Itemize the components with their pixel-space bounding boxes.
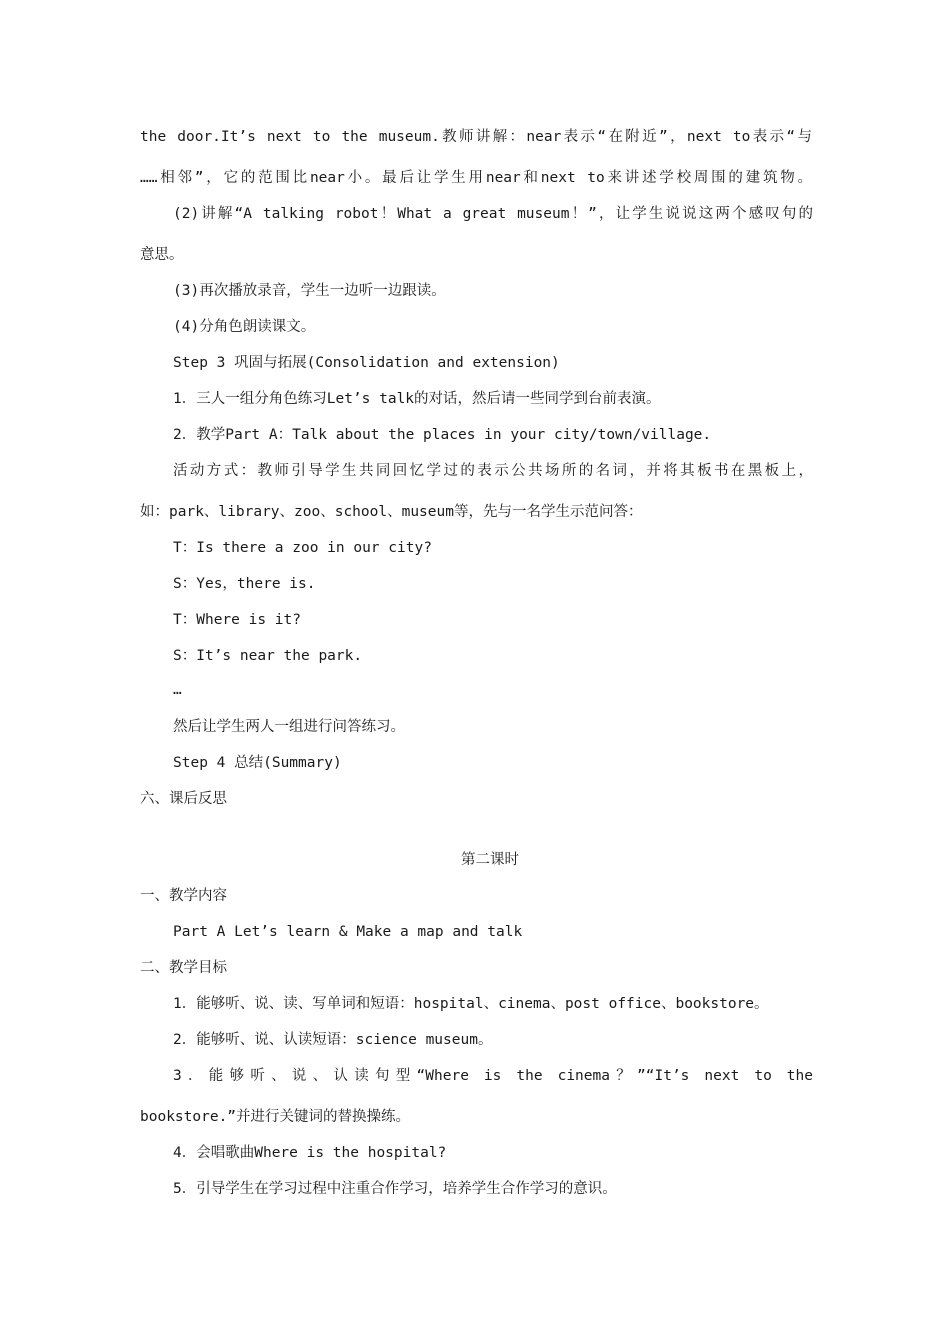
- paragraph-line: 意思。: [140, 247, 184, 263]
- paragraph-line: Part A Let’s learn & Make a map and talk: [173, 924, 523, 940]
- paragraph-line: ……相邻”，它的范围比near小。最后让学生用near和next to来讲述学校周围的建筑物。: [140, 170, 812, 186]
- list-item: 4．会唱歌曲Where is the hospital?: [173, 1145, 447, 1161]
- paragraph-line: 如：park、library、zoo、school、museum等，先与一名学生示范问答：: [140, 504, 643, 520]
- paragraph-line: 2．教学Part A：Talk about the places in your city/town/village.: [173, 427, 712, 443]
- step-heading: Step 4 总结(Summary): [173, 755, 342, 771]
- paragraph-line: 1．三人一组分角色练习Let’s talk的对话，然后请一些同学到台前表演。: [173, 391, 661, 407]
- list-item: 5．引导学生在学习过程中注重合作学习，培养学生合作学习的意识。: [173, 1181, 617, 1197]
- section-heading: 二、教学目标: [140, 960, 227, 976]
- paragraph-line: 活动方式：教师引导学生共同回忆学过的表示公共场所的名词，并将其板书在黑板上，: [173, 463, 813, 479]
- section-heading: 六、课后反思: [140, 791, 227, 807]
- list-item: 2．能够听、说、认读短语：science museum。: [173, 1032, 493, 1048]
- paragraph-line: (4)分角色朗读课文。: [173, 319, 316, 335]
- dialogue-line: S：It’s near the park.: [173, 648, 363, 664]
- ellipsis-line: …: [173, 682, 182, 698]
- list-item: 1．能够听、说、读、写单词和短语：hospital、cinema、post office、bookstore。: [173, 996, 769, 1012]
- paragraph-line: (2)讲解“A talking robot！What a great museum！”，让学生说说这两个感叹句的: [173, 206, 813, 222]
- paragraph-line: 然后让学生两人一组进行问答练习。: [173, 719, 405, 735]
- list-item-continuation: bookstore.”并进行关键词的替换操练。: [140, 1109, 411, 1125]
- paragraph-line: (3)再次播放录音，学生一边听一边跟读。: [173, 283, 446, 299]
- dialogue-line: T：Where is it?: [173, 612, 301, 628]
- dialogue-line: S：Yes，there is.: [173, 576, 316, 592]
- section-heading: 一、教学内容: [140, 888, 227, 904]
- dialogue-line: T：Is there a zoo in our city?: [173, 540, 432, 556]
- lesson-title: 第二课时: [461, 852, 519, 868]
- paragraph-line: the door.It’s next to the museum.教师讲解：near表示“在附近”，next to表示“与: [140, 129, 812, 145]
- step-heading: Step 3 巩固与拓展(Consolidation and extension): [173, 355, 560, 371]
- list-item: 3．能够听、说、认读句型“Where is the cinema？”“It’s next to the: [173, 1068, 813, 1084]
